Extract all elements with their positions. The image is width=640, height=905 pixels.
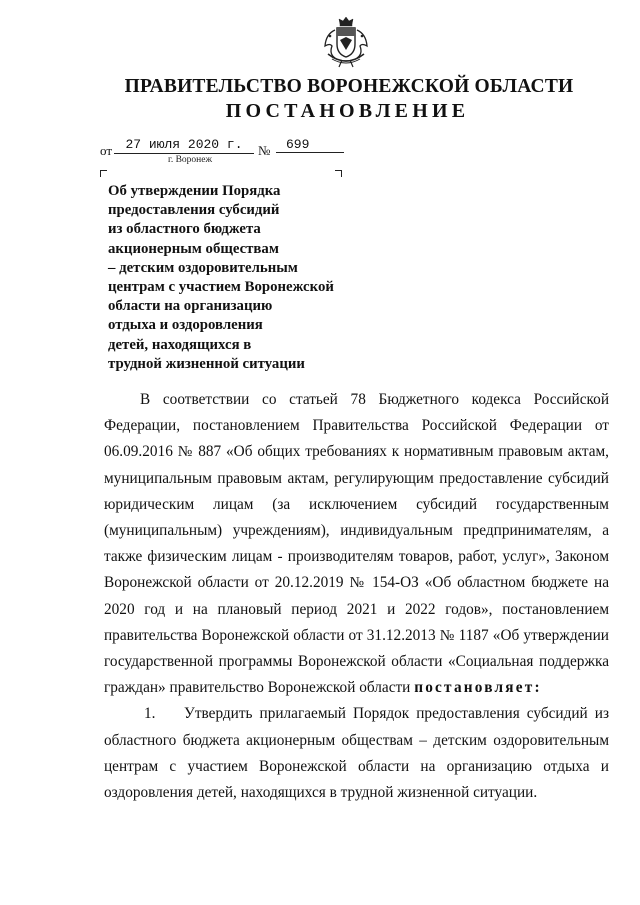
subject-line: акционерным обществам [108,240,279,257]
point-number: 1. [144,705,156,723]
document-number: 699 [276,138,344,153]
preamble-line: 2020 год и на плановый период 2021 и 2022 годов», постановлением [104,600,609,618]
subject-line: области на организацию [108,298,273,315]
point-1-first-line [104,701,609,727]
preamble-line: муниципальным правовым актам, регулирующим предоставление субсидий [104,469,609,487]
preamble-line: 06.09.2016 № 887 «Об общих требованиях к нормативным правовым актам, [104,443,609,461]
point-1-text: Утвердить прилагаемый Порядок предоставления субсидий из [184,705,609,723]
subject-line: центрам с участием Воронежской [108,279,334,296]
preamble-line: государственной программы Воронежской области «Социальная поддержка [104,653,609,671]
preamble-line: В соответствии со статьей 78 Бюджетного кодекса Российской [140,391,609,408]
date-label: от [100,143,113,158]
decree-colon: : [534,679,542,697]
preamble-line: (муниципальным) учреждениям), индивидуальным предпринимателям, а [104,522,609,540]
preamble-line: юридическим лицам (за исключением субсидий государственным [104,495,609,513]
point-line: областного бюджета акционерным обществам – детским оздоровительным [104,731,609,749]
decree-word: постановляет [414,679,535,697]
point-line: центрам с участием Воронежской области на организацию отдыха и [104,757,609,775]
number-label: № [258,143,271,158]
preamble-line: также физическим лицам - производителям товаров, работ, услуг», Законом [104,548,609,566]
document-requisites [100,138,360,160]
government-title: ПРАВИТЕЛЬСТВО ВОРОНЕЖСКОЙ ОБЛАСТИ [124,76,574,97]
preamble-line: Воронежской области от 20.12.2019 № 154-ОЗ «Об областном бюджете на [104,574,609,592]
city-label: г. Воронеж [168,155,213,165]
subject-line: из областного бюджета [108,221,261,238]
subject-corner-left [100,170,107,177]
document-body [104,387,609,806]
point-line: оздоровления детей, находящихся в трудной жизненной ситуации. [104,784,538,802]
subject-line: предоставления субсидий [108,202,280,219]
subject-line: детей, находящихся в [108,336,252,353]
document-date: 27 июля 2020 г. [114,138,254,154]
subject-corner-right [335,170,342,177]
preamble-line: правительства Воронежской области от 31.12.2013 № 1187 «Об утверждении [104,626,609,644]
subject-line: отдыха и оздоровления [108,317,263,334]
subject-line: Об утверждении Порядка [108,183,281,199]
preamble-final-text: граждан» правительство Воронежской области [104,679,415,697]
coat-of-arms-icon [318,14,374,70]
document-subject [108,182,358,374]
preamble-line: Федерации, постановлением Правительства Российской Федерации от [104,417,609,435]
subject-line: – детским оздоровительным [108,259,298,276]
subject-line: трудной жизненной ситуации [108,355,305,372]
document-type: ПОСТАНОВЛЕНИЕ [225,100,470,122]
preamble-final-line [104,675,609,701]
